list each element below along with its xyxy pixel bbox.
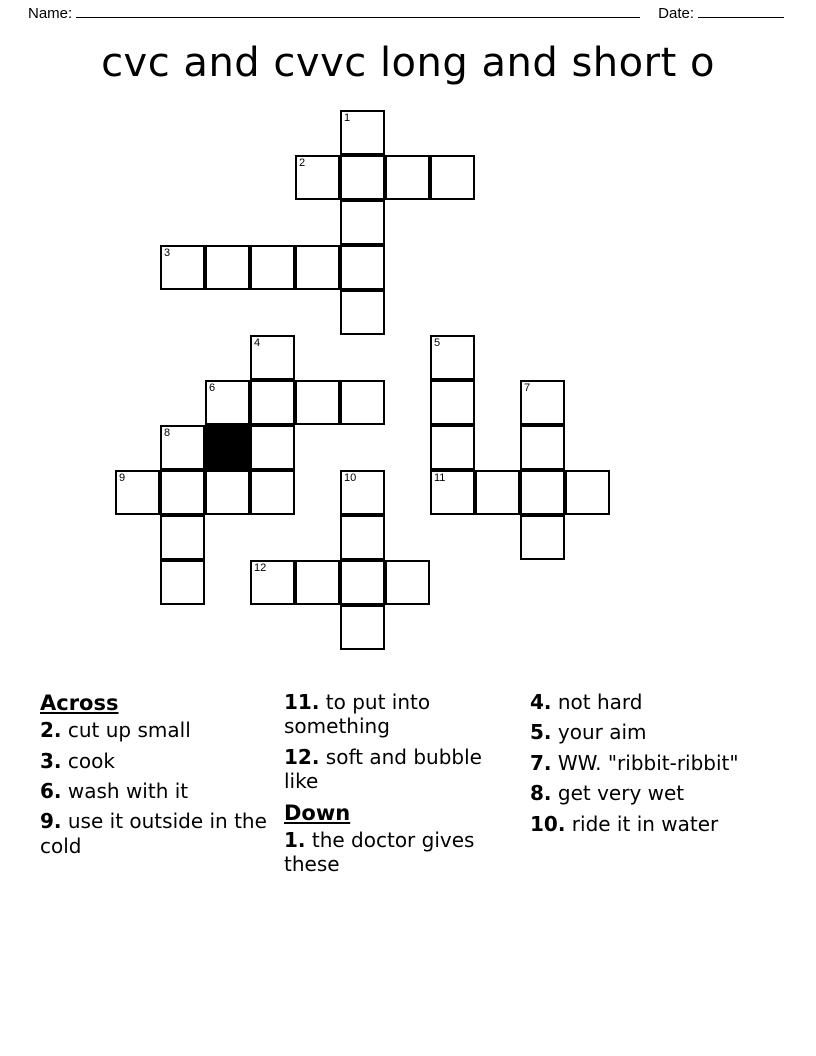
- grid-cell-number: 3: [164, 247, 171, 259]
- grid-cell[interactable]: [340, 605, 385, 650]
- clue-item: [284, 828, 512, 877]
- clue-text: cut up small: [67, 718, 191, 743]
- clue-number: 8.: [530, 781, 552, 806]
- clue-number: 11.: [284, 690, 320, 714]
- clue-item: [40, 749, 272, 773]
- clue-text: your aim: [557, 720, 647, 745]
- grid-cell[interactable]: [430, 335, 475, 380]
- grid-cell-number: 9: [119, 472, 126, 484]
- clue-column-2: [280, 690, 520, 960]
- grid-cell[interactable]: [340, 245, 385, 290]
- grid-cell-number: 10: [344, 472, 357, 484]
- grid-cell[interactable]: [250, 335, 295, 380]
- grid-cell[interactable]: [250, 470, 295, 515]
- grid-cell[interactable]: [295, 155, 340, 200]
- grid-cell[interactable]: [295, 380, 340, 425]
- clue-item: [530, 812, 752, 836]
- page-title: cvc and cvvc long and short o: [101, 40, 715, 86]
- clue-text: the doctor gives these: [284, 827, 475, 877]
- grid-cell[interactable]: [340, 380, 385, 425]
- grid-cell[interactable]: [520, 380, 565, 425]
- clue-item: [530, 781, 752, 805]
- grid-cell[interactable]: [160, 560, 205, 605]
- grid-cell[interactable]: [385, 560, 430, 605]
- clue-number: 2.: [40, 718, 62, 743]
- grid-cell[interactable]: [520, 515, 565, 560]
- clue-number: 7.: [530, 750, 552, 775]
- grid-cell[interactable]: [115, 470, 160, 515]
- clue-text: cook: [67, 748, 115, 773]
- grid-cell[interactable]: [430, 155, 475, 200]
- clue-item: [40, 809, 272, 858]
- date-label: Date:: [658, 5, 694, 22]
- grid-cell-number: 11: [434, 472, 446, 484]
- clue-number: 1.: [284, 827, 306, 852]
- grid-cell-number: 2: [299, 157, 306, 169]
- clue-number: 3.: [40, 748, 62, 773]
- name-label: Name:: [28, 5, 73, 22]
- grid-cell-number: 4: [254, 337, 261, 349]
- grid-cell-blocked: [205, 425, 250, 470]
- grid-cell[interactable]: [430, 470, 475, 515]
- grid-cell[interactable]: [295, 245, 340, 290]
- grid-cell[interactable]: [160, 470, 205, 515]
- clue-text: not hard: [557, 690, 643, 714]
- clue-item: [284, 690, 512, 739]
- grid-cell-number: 8: [164, 427, 171, 439]
- grid-cell[interactable]: [160, 245, 205, 290]
- across-heading: Across: [40, 691, 119, 715]
- grid-cell[interactable]: [205, 380, 250, 425]
- grid-cell-number: 6: [209, 382, 216, 394]
- clues-area: [40, 690, 780, 960]
- clue-text: ride it in water: [571, 811, 719, 836]
- grid-cell[interactable]: [340, 515, 385, 560]
- clue-number: 10.: [530, 811, 566, 836]
- grid-cell[interactable]: [250, 560, 295, 605]
- date-write-line: [698, 4, 784, 18]
- grid-cell[interactable]: [340, 110, 385, 155]
- clue-column-3: [520, 690, 760, 960]
- clue-text: use it outside in the cold: [40, 809, 267, 858]
- clue-text: to put into something: [284, 690, 431, 739]
- grid-cell[interactable]: [520, 425, 565, 470]
- grid-cell[interactable]: [430, 425, 475, 470]
- grid-cell-number: 1: [344, 112, 351, 124]
- grid-cell-number: 5: [434, 337, 441, 349]
- grid-cell[interactable]: [475, 470, 520, 515]
- clue-column-1: [40, 690, 280, 960]
- grid-cell[interactable]: [430, 380, 475, 425]
- grid-cell-number: 7: [524, 382, 531, 394]
- clue-item: [284, 745, 512, 794]
- clue-text: soft and bubble like: [284, 744, 482, 794]
- grid-cell[interactable]: [340, 290, 385, 335]
- clue-text: WW. "ribbit-ribbit": [557, 750, 739, 775]
- clue-number: 6.: [40, 779, 62, 804]
- grid-cell[interactable]: [250, 245, 295, 290]
- clue-item: [530, 751, 752, 775]
- down-heading: Down: [284, 800, 351, 825]
- grid-cell[interactable]: [160, 425, 205, 470]
- clue-number: 12.: [284, 744, 320, 769]
- grid-cell[interactable]: [160, 515, 205, 560]
- clue-number: 9.: [40, 809, 62, 834]
- name-write-line: [76, 4, 640, 18]
- clue-item: [530, 690, 752, 714]
- clue-item: [40, 779, 272, 803]
- grid-cell[interactable]: [340, 200, 385, 245]
- crossword-grid: [0, 104, 816, 664]
- grid-cell[interactable]: [295, 560, 340, 605]
- grid-cell[interactable]: [565, 470, 610, 515]
- grid-cell[interactable]: [250, 425, 295, 470]
- clue-item: [530, 720, 752, 744]
- grid-cell[interactable]: [205, 470, 250, 515]
- clue-item: [40, 718, 272, 742]
- grid-cell[interactable]: [340, 155, 385, 200]
- grid-cell[interactable]: [205, 245, 250, 290]
- clue-number: 4.: [530, 690, 552, 714]
- clue-text: get very wet: [557, 781, 685, 806]
- grid-cell[interactable]: [340, 560, 385, 605]
- grid-cell[interactable]: [520, 470, 565, 515]
- clue-number: 5.: [530, 720, 552, 745]
- clue-text: wash with it: [67, 779, 189, 804]
- grid-cell[interactable]: [250, 380, 295, 425]
- grid-cell-number: 12: [254, 562, 267, 574]
- grid-cell[interactable]: [340, 470, 385, 515]
- grid-cell[interactable]: [385, 155, 430, 200]
- worksheet-header: [28, 4, 788, 26]
